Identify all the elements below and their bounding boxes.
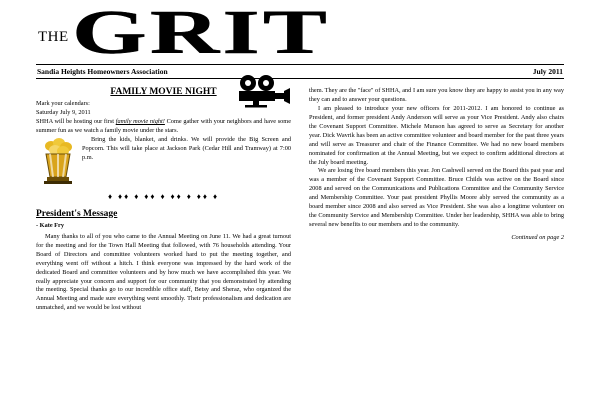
left-column: [36, 87, 291, 397]
right-paragraph-1: them. They are the "face" of SHHA, and I am sure you know they are happy to assist you in any way they can and to answer your questions.: [309, 87, 564, 103]
body-columns: [36, 87, 564, 397]
movie-p1-part-b: Come gather with your neighbors and have some summer fun as we watch a family movie under the stars.: [36, 118, 291, 135]
movie-date-line: Saturday July 9, 2011: [36, 109, 91, 117]
section-divider-ornaments: ♦ ♦♦ ♦ ♦♦ ♦ ♦♦ ♦ ♦♦ ♦: [107, 192, 220, 202]
presidents-message-headline: President's Message: [36, 208, 118, 219]
movie-paragraph-1: [36, 118, 291, 136]
popcorn-award-icon: [38, 137, 78, 185]
presidents-message-paragraph-1: Many thanks to all of you who came to the Annual Meeting on June 11. We had a great turnout for the meeting and for the Town Hall Meeting that followed, with 76 households attending. Your Board of Directors and committee volunteers worked hard to put the meeting together, and everything went off without a hitch. I think everyone was impressed by the hard work of the dedicated Board and committee volunteers and by how much we have accomplished this year. We really appreciate your concern and support for our community that you demonstrated by attending the meeting. Special thanks go to our incredible office staff, Betsy and Sheraz, who organized the Annual Meeting and made sure everything went smoothly. Their professionalism and dedication are unmatched, and we would be lost without: [36, 232, 291, 312]
movie-p1-part-a: SHHA will be hosting our first: [36, 118, 116, 126]
issue-date: July 2011: [532, 67, 563, 76]
continued-note: Continued on page 2: [511, 234, 564, 241]
masthead-the-label: THE: [38, 29, 69, 45]
movie-paragraph-2: Bring the kids, blanket, and drinks. We will provide the Big Screen and Popcorn. This will take place at Jackson Park (Cedar Hill and Tramway) at 7:00 p.m.: [82, 136, 291, 162]
organization-name: Sandia Heights Homeowners Association: [37, 67, 168, 76]
movie-p1-italic: family movie night!: [115, 118, 165, 126]
family-movie-night-headline: FAMILY MOVIE NIGHT: [110, 87, 217, 97]
calendar-note: Mark your calendars:: [36, 100, 90, 108]
masthead-bottom-rule: [36, 78, 564, 79]
right-column: [309, 87, 564, 397]
right-paragraph-2: I am pleased to introduce your new officers for 2011-2012. I am honored to continue as President, and former president Andy Anderson will serve as your Vice President. Andy also chairs the Covenant Support Committee. Michele Munson has agreed to serve as Secretary for another year. Dick Wavrik has been an active committee volunteer and board member for the past three years and will serve as Treasurer and chair of the Finance Committee. We had no new board members nominated for confirmation at the Annual Meeting, but we expect to confirm additional directors at the July board meeting.: [309, 104, 564, 166]
masthead: [36, 0, 564, 67]
presidents-message-byline: - Kate Fry: [36, 221, 64, 229]
right-paragraph-3: We are losing five board members this year. Jon Cashwell served on the Board this past year and was a member of the Covenant Support Committee. Bruce Childs was active on the Board since 2008 and served on the Communications and Publications Committee and the Community Service and Membership Committee. Your past president Phyllis Moore ably served the community as a board member since 2008 and also served as Vice President. She was also a longtime volunteer on the Community Service and Membership Committee. Under her leadership, SHHA was able to bring several new benefits to our members and to the community.: [309, 167, 564, 229]
masthead-title-text: GRIT: [72, 0, 331, 67]
masthead-title: [72, 0, 331, 67]
movie-block: [36, 100, 291, 186]
